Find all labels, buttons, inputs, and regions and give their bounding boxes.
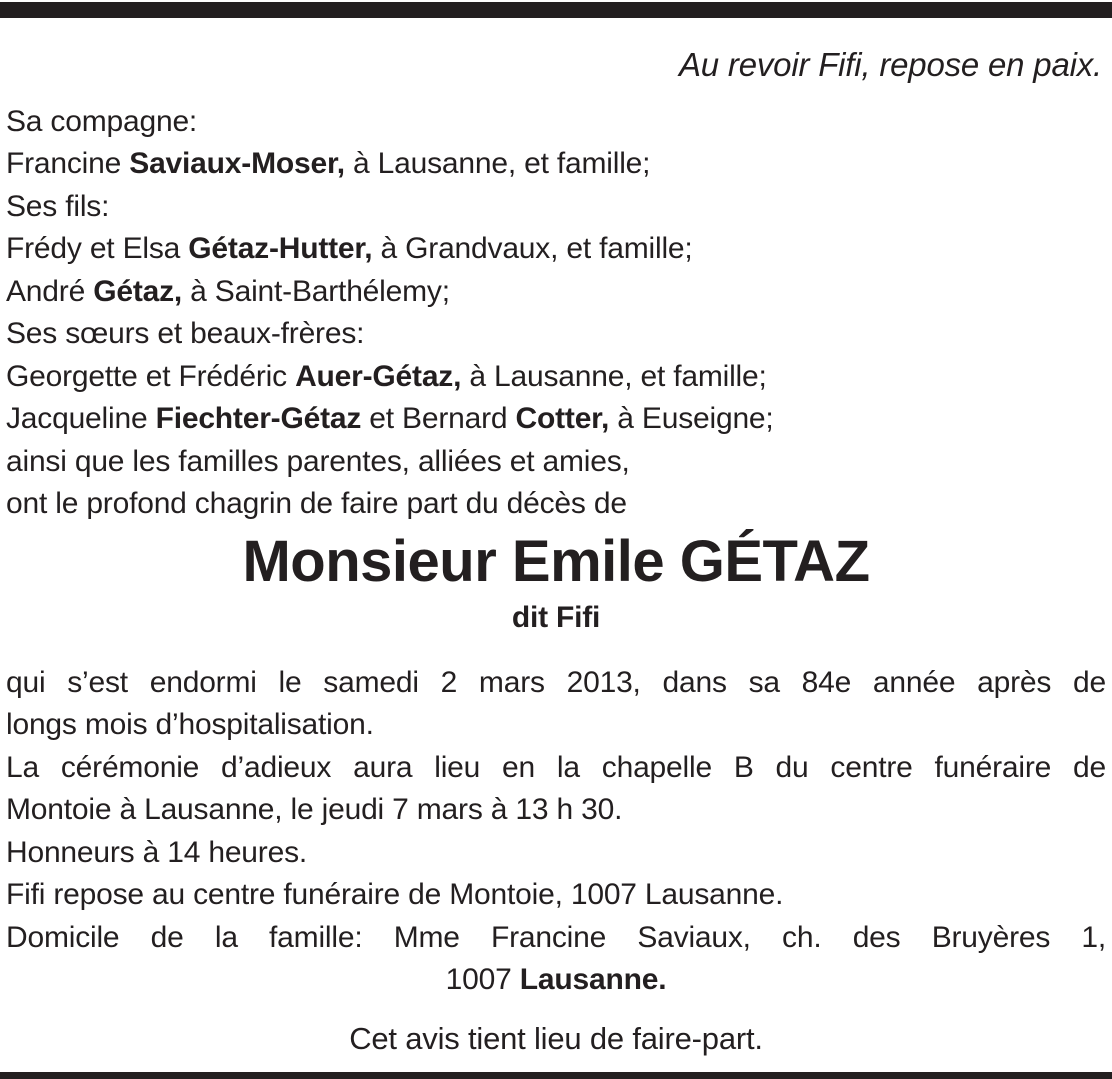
family-line-text: Sa compagne: bbox=[6, 104, 198, 138]
family-line-text: à Grandvaux, et famille; bbox=[372, 232, 693, 265]
deceased-nickname: dit Fifi bbox=[511, 600, 601, 634]
paragraph-line: qui s’est endormi le samedi 2 mars 2013, dans sa 84e année après de bbox=[6, 665, 1106, 699]
family-line-text: ont le profond chagrin de faire part du décès de bbox=[6, 487, 627, 520]
family-line-text: et Bernard bbox=[361, 402, 516, 435]
paragraph-death bbox=[6, 662, 1106, 747]
family-line bbox=[6, 101, 1106, 144]
family-line-text: à Euseigne; bbox=[609, 402, 774, 435]
family-line-text: Jacqueline bbox=[6, 402, 156, 435]
paragraph-line: Domicile de la famille: Mme Francine Saviaux, ch. des Bruyères 1, bbox=[6, 920, 1106, 954]
bottom-rule bbox=[0, 1072, 1112, 1079]
paragraph-ceremony bbox=[6, 747, 1106, 832]
family-line-text: Francine bbox=[6, 147, 130, 180]
paragraph-line: longs mois d’hospitalisation. bbox=[6, 708, 374, 741]
family-line bbox=[6, 441, 1106, 484]
family-line-text: André bbox=[6, 274, 94, 308]
family-line bbox=[6, 186, 1106, 229]
family-line-text: à Lausanne, et famille; bbox=[344, 147, 651, 180]
family-line-text: Georgette et Frédéric bbox=[6, 359, 296, 393]
paragraph-honneurs: Honneurs à 14 heures. bbox=[6, 835, 308, 869]
family-name: Gétaz, bbox=[93, 274, 183, 308]
deceased-name: Monsieur Emile GÉTAZ bbox=[242, 528, 870, 594]
postal-code: 1007 bbox=[445, 963, 520, 996]
family-line bbox=[6, 356, 1106, 399]
family-line bbox=[6, 483, 1106, 526]
family-line-text: Ses sœurs et beaux-frères: bbox=[6, 317, 365, 350]
family-line bbox=[6, 228, 1106, 271]
paragraph-domicile bbox=[6, 917, 1106, 1002]
family-line bbox=[6, 143, 1106, 186]
family-line bbox=[6, 313, 1106, 356]
family-line bbox=[6, 271, 1106, 314]
city-name: Lausanne. bbox=[519, 963, 667, 996]
family-name: Fiechter-Gétaz bbox=[155, 402, 362, 435]
family-line-text: Frédy et Elsa bbox=[6, 232, 189, 265]
family-name: Cotter, bbox=[515, 402, 610, 435]
family-line-text: à Lausanne, et famille; bbox=[461, 359, 767, 393]
paragraph-repose: Fifi repose au centre funéraire de Montoie, 1007 Lausanne. bbox=[6, 878, 784, 911]
family-line bbox=[6, 398, 1106, 441]
paragraph-line: La cérémonie d’adieux aura lieu en la chapelle B du centre funéraire de bbox=[6, 750, 1106, 784]
family-name: Auer-Gétaz, bbox=[295, 359, 462, 393]
epigraph: Au revoir Fifi, repose en paix. bbox=[679, 46, 1102, 83]
family-name: Saviaux-Moser, bbox=[129, 147, 345, 180]
paragraph-line bbox=[6, 959, 1106, 1002]
closing-statement: Cet avis tient lieu de faire-part. bbox=[349, 1020, 763, 1056]
family-name: Gétaz-Hutter, bbox=[188, 232, 373, 265]
family-line-text: à Saint-Barthélemy; bbox=[182, 274, 450, 308]
family-list bbox=[6, 101, 1106, 526]
family-line-text: Ses fils: bbox=[6, 189, 110, 223]
top-rule bbox=[0, 2, 1112, 18]
family-line-text: ainsi que les familles parentes, alliées et amies, bbox=[6, 444, 630, 478]
paragraph-line: Montoie à Lausanne, le jeudi 7 mars à 13 h 30. bbox=[6, 793, 623, 826]
announcement-body bbox=[6, 662, 1106, 1002]
